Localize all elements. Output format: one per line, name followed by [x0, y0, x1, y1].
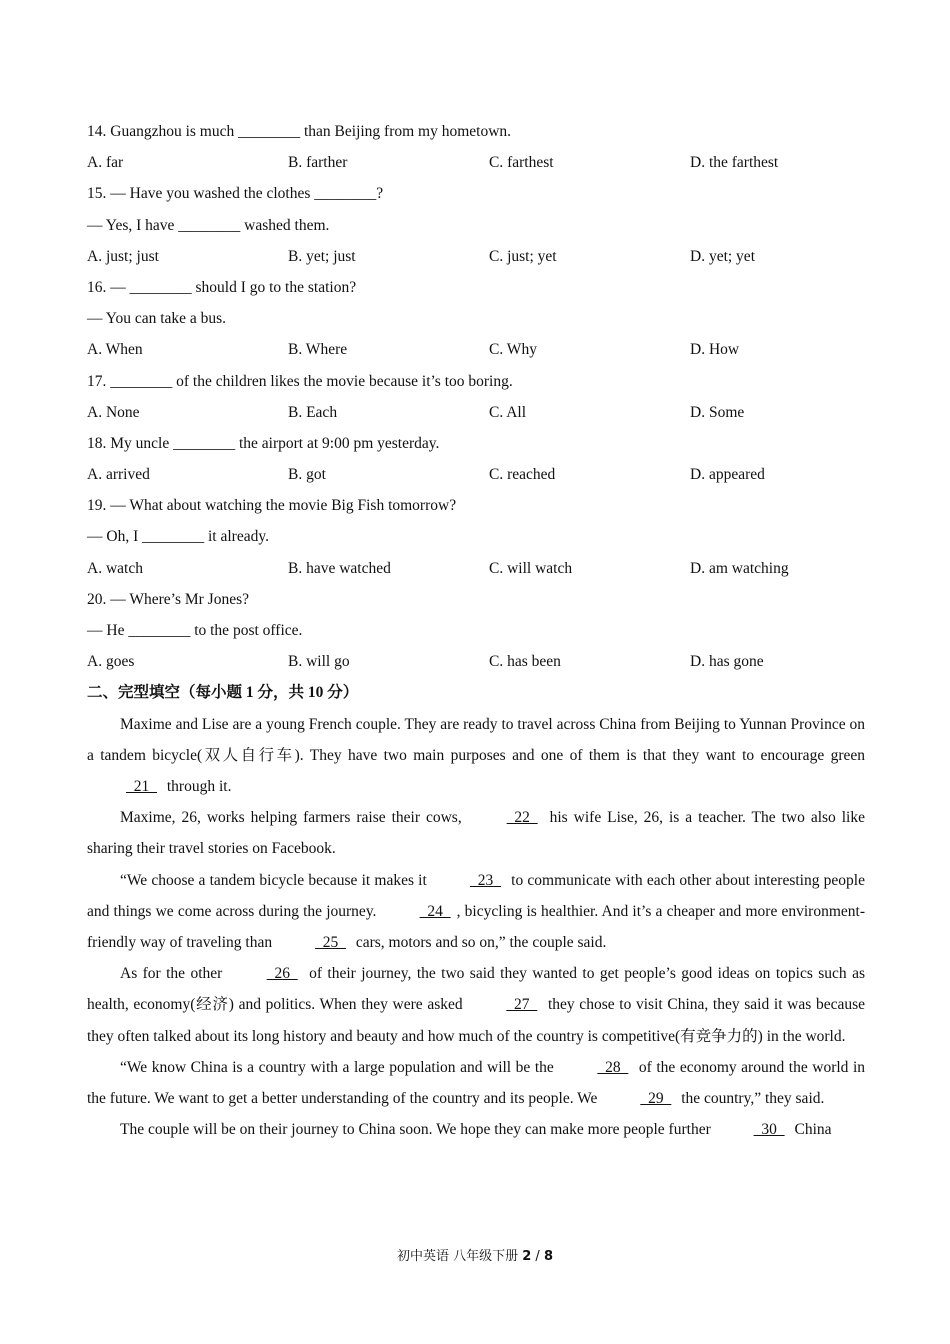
- option-c: C. will watch: [489, 559, 573, 577]
- question-options: [87, 553, 865, 584]
- question-options: [87, 147, 865, 178]
- option-a: A. watch: [87, 559, 143, 577]
- option-c: C. reached: [489, 466, 556, 484]
- page-content: [87, 116, 865, 1145]
- passage-paragraph: [87, 1114, 865, 1145]
- blank-number: 21: [126, 777, 157, 795]
- option-a: A. just; just: [87, 247, 159, 265]
- option-d: D. Some: [690, 403, 745, 421]
- question-stem: 20. — Where’s Mr Jones?: [87, 590, 250, 608]
- passage-text: of their journey, the two said they wanted to get people’s good ideas on topics such as health, economy(经济) and politics. When they were asked: [87, 965, 865, 1014]
- footer-page-total: 8: [543, 1249, 553, 1264]
- passage-text: As for the other: [120, 965, 228, 983]
- passage-text: Maxime, 26, works helping farmers raise their cows,: [120, 809, 468, 827]
- question-stem: 18. My uncle ________ the airport at 9:00 pm yesterday.: [87, 434, 440, 452]
- blank-number: 22: [506, 809, 538, 827]
- blank-number: 29: [640, 1090, 672, 1107]
- cloze-passage: [87, 709, 865, 1146]
- blank-number: 27: [506, 996, 538, 1014]
- question-stem: 16. — ________ should I go to the station?: [87, 278, 357, 296]
- question-options: [87, 459, 865, 490]
- passage-text: his wife Lise, 26, is a teacher. The two also like sharing their travel stories on Facebook.: [87, 809, 865, 858]
- question-dialogue-line: — He ________ to the post office.: [87, 622, 303, 639]
- passage-paragraph: [87, 958, 865, 1052]
- question-options: [87, 397, 865, 428]
- question-stem: 14. Guangzhou is much ________ than Beijing from my hometown.: [87, 123, 512, 140]
- question-stem: 15. — Have you washed the clothes ________?: [87, 185, 384, 203]
- passage-text: “We know China is a country with a large population and will be the: [120, 1058, 559, 1076]
- option-c: C. Why: [489, 341, 537, 359]
- passage-text: of the economy around the world in the future. We want to get a better understanding of the country and its people. We: [87, 1058, 866, 1107]
- passage-text: The couple will be on their journey to China soon. We hope they can make more people further: [120, 1121, 715, 1139]
- passage-text: they chose to visit China, they said it was because they often talked about its long history and beauty and how much of the country is competitive(有竞争力的) in the world.: [87, 996, 865, 1045]
- passage-paragraph: [87, 709, 865, 803]
- passage-paragraph: [87, 865, 865, 959]
- blank-number: 24: [419, 902, 451, 920]
- option-a: A. When: [87, 341, 143, 359]
- passage-text: Maxime and Lise are a young French couple. They are ready to travel across China from Beijing to Yunnan Province on a tandem bicycle(双人自行车). They have two main purposes and one of them is that they want to encourage green: [87, 715, 865, 764]
- question-item: [87, 366, 865, 428]
- question-options: [87, 334, 865, 365]
- option-b: B. have watched: [288, 559, 391, 577]
- footer-text: 初中英语 八年级下册: [396, 1249, 523, 1264]
- option-c: C. just; yet: [489, 247, 557, 265]
- blank-number: 26: [266, 965, 298, 983]
- option-b: B. farther: [288, 154, 348, 172]
- question-item: [87, 272, 865, 366]
- option-d: D. appeared: [690, 466, 765, 484]
- question-stem: 17. ________ of the children likes the movie because it’s too boring.: [87, 372, 513, 390]
- option-c: C. has been: [489, 653, 561, 671]
- question-stem: 19. — What about watching the movie Big Fish tomorrow?: [87, 497, 457, 515]
- passage-text: “We choose a tandem bicycle because it makes it: [120, 871, 431, 889]
- question-item: [87, 490, 865, 584]
- option-a: A. goes: [87, 653, 135, 671]
- question-dialogue-line: — You can take a bus.: [87, 310, 227, 328]
- option-a: A. None: [87, 403, 140, 421]
- option-d: D. am watching: [690, 559, 789, 577]
- passage-text: China: [790, 1121, 832, 1139]
- option-b: B. will go: [288, 653, 350, 671]
- question-item: [87, 178, 865, 272]
- option-a: A. arrived: [87, 466, 150, 484]
- option-b: B. yet; just: [288, 247, 356, 265]
- option-b: B. Where: [288, 341, 348, 359]
- footer-page-current: 2: [522, 1249, 532, 1264]
- question-options: [87, 646, 865, 677]
- passage-text: the country,” they said.: [677, 1090, 825, 1107]
- option-c: C. farthest: [489, 154, 554, 172]
- passage-text: cars, motors and so on,” the couple said.: [351, 933, 607, 951]
- option-d: D. the farthest: [690, 154, 779, 172]
- option-d: D. How: [690, 341, 740, 359]
- question-dialogue-line: — Oh, I ________ it already.: [87, 528, 269, 546]
- blank-number: 28: [597, 1058, 629, 1076]
- section-title: 二、完型填空（每小题 1 分，共 10 分）: [87, 684, 359, 702]
- option-d: D. yet; yet: [690, 247, 755, 265]
- blank-number: 30: [753, 1121, 785, 1139]
- blank-number: 25: [314, 933, 346, 951]
- footer-separator: /: [531, 1249, 544, 1264]
- passage-text: to communicate with each other about interesting people and things we come across during the journey.: [87, 871, 865, 920]
- question-options: [87, 241, 865, 272]
- question-item: [87, 116, 865, 178]
- passage-text: through it.: [163, 777, 232, 795]
- question-item: [87, 428, 865, 490]
- option-a: A. far: [87, 154, 124, 172]
- option-d: D. has gone: [690, 653, 764, 671]
- passage-paragraph: [87, 802, 865, 864]
- passage-paragraph: [87, 1052, 865, 1114]
- passage-text: , bicycling is healthier. And it’s a cheaper and more environment-friendly way of traveling than: [87, 902, 865, 951]
- option-b: B. got: [288, 466, 326, 484]
- blank-number: 23: [469, 871, 501, 889]
- page-footer: [0, 1245, 950, 1264]
- option-c: C. All: [489, 403, 527, 421]
- option-b: B. Each: [288, 403, 338, 421]
- question-item: [87, 584, 865, 678]
- question-dialogue-line: — Yes, I have ________ washed them.: [87, 216, 330, 234]
- multiple-choice-section: [87, 116, 865, 677]
